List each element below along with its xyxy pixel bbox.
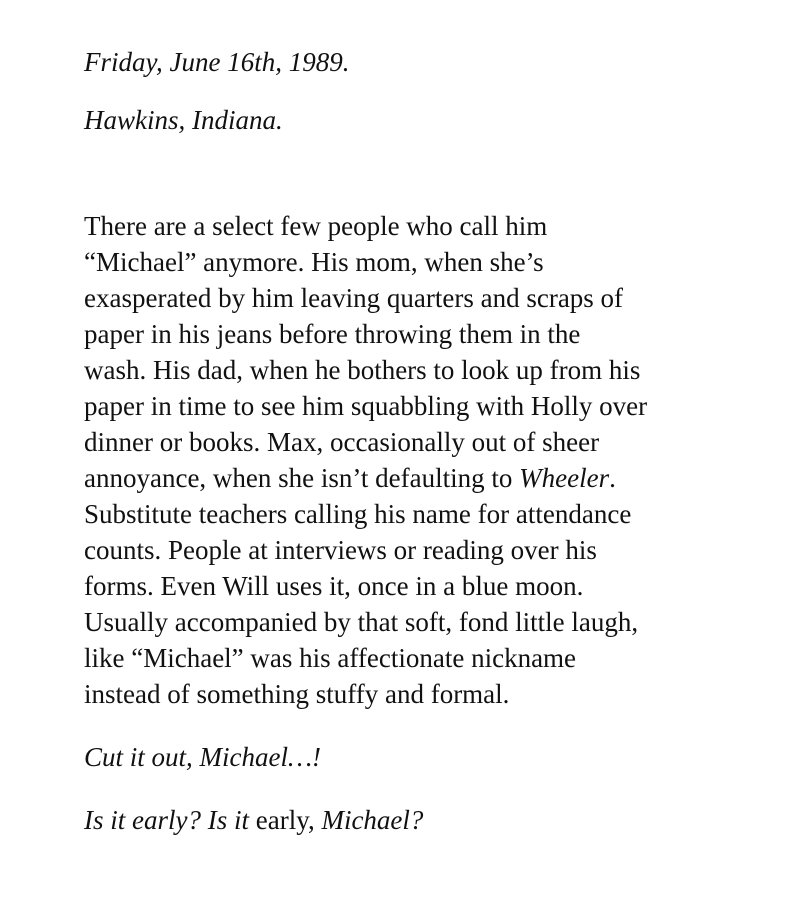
body-paragraph — [84, 208, 716, 712]
quote-roman-part: early, — [255, 805, 322, 835]
paragraph-line: dinner or books. Max, occasionally out of sheer — [84, 427, 600, 457]
paragraph-line: counts. People at interviews or reading over his — [84, 535, 597, 565]
paragraph-line: “Michael” anymore. His mom, when she’s — [84, 247, 544, 277]
line-text: . — [609, 463, 616, 493]
italic-name: Wheeler — [519, 463, 610, 493]
quote-italic-part: Michael? — [321, 805, 424, 835]
paragraph-line: Usually accompanied by that soft, fond little laugh, — [84, 607, 639, 637]
line-text: annoyance, when she isn’t defaulting to — [84, 463, 520, 493]
paragraph-line: wash. His dad, when he bothers to look up from his — [84, 355, 641, 385]
quote-italic-part: Is it early? Is it — [84, 805, 256, 835]
paragraph-line: Substitute teachers calling his name for attendance — [84, 499, 632, 529]
paragraph-line: paper in time to see him squabbling with Holly over — [84, 391, 648, 421]
place-line: Hawkins, Indiana. — [84, 105, 283, 135]
quote-line-1: Cut it out, Michael…! — [84, 742, 321, 772]
paragraph-line: forms. Even Will uses it, once in a blue moon. — [84, 571, 584, 601]
paragraph-line: There are a select few people who call him — [84, 211, 548, 241]
paragraph-line: exasperated by him leaving quarters and scraps of — [84, 283, 624, 313]
quote-line-2 — [84, 802, 716, 838]
paragraph-line — [84, 460, 716, 496]
paragraph-line: paper in his jeans before throwing them in the — [84, 319, 581, 349]
paragraph-line: like “Michael” was his affectionate nickname — [84, 643, 577, 673]
paragraph-line: instead of something stuffy and formal. — [84, 679, 510, 709]
date-line: Friday, June 16th, 1989. — [84, 47, 350, 77]
